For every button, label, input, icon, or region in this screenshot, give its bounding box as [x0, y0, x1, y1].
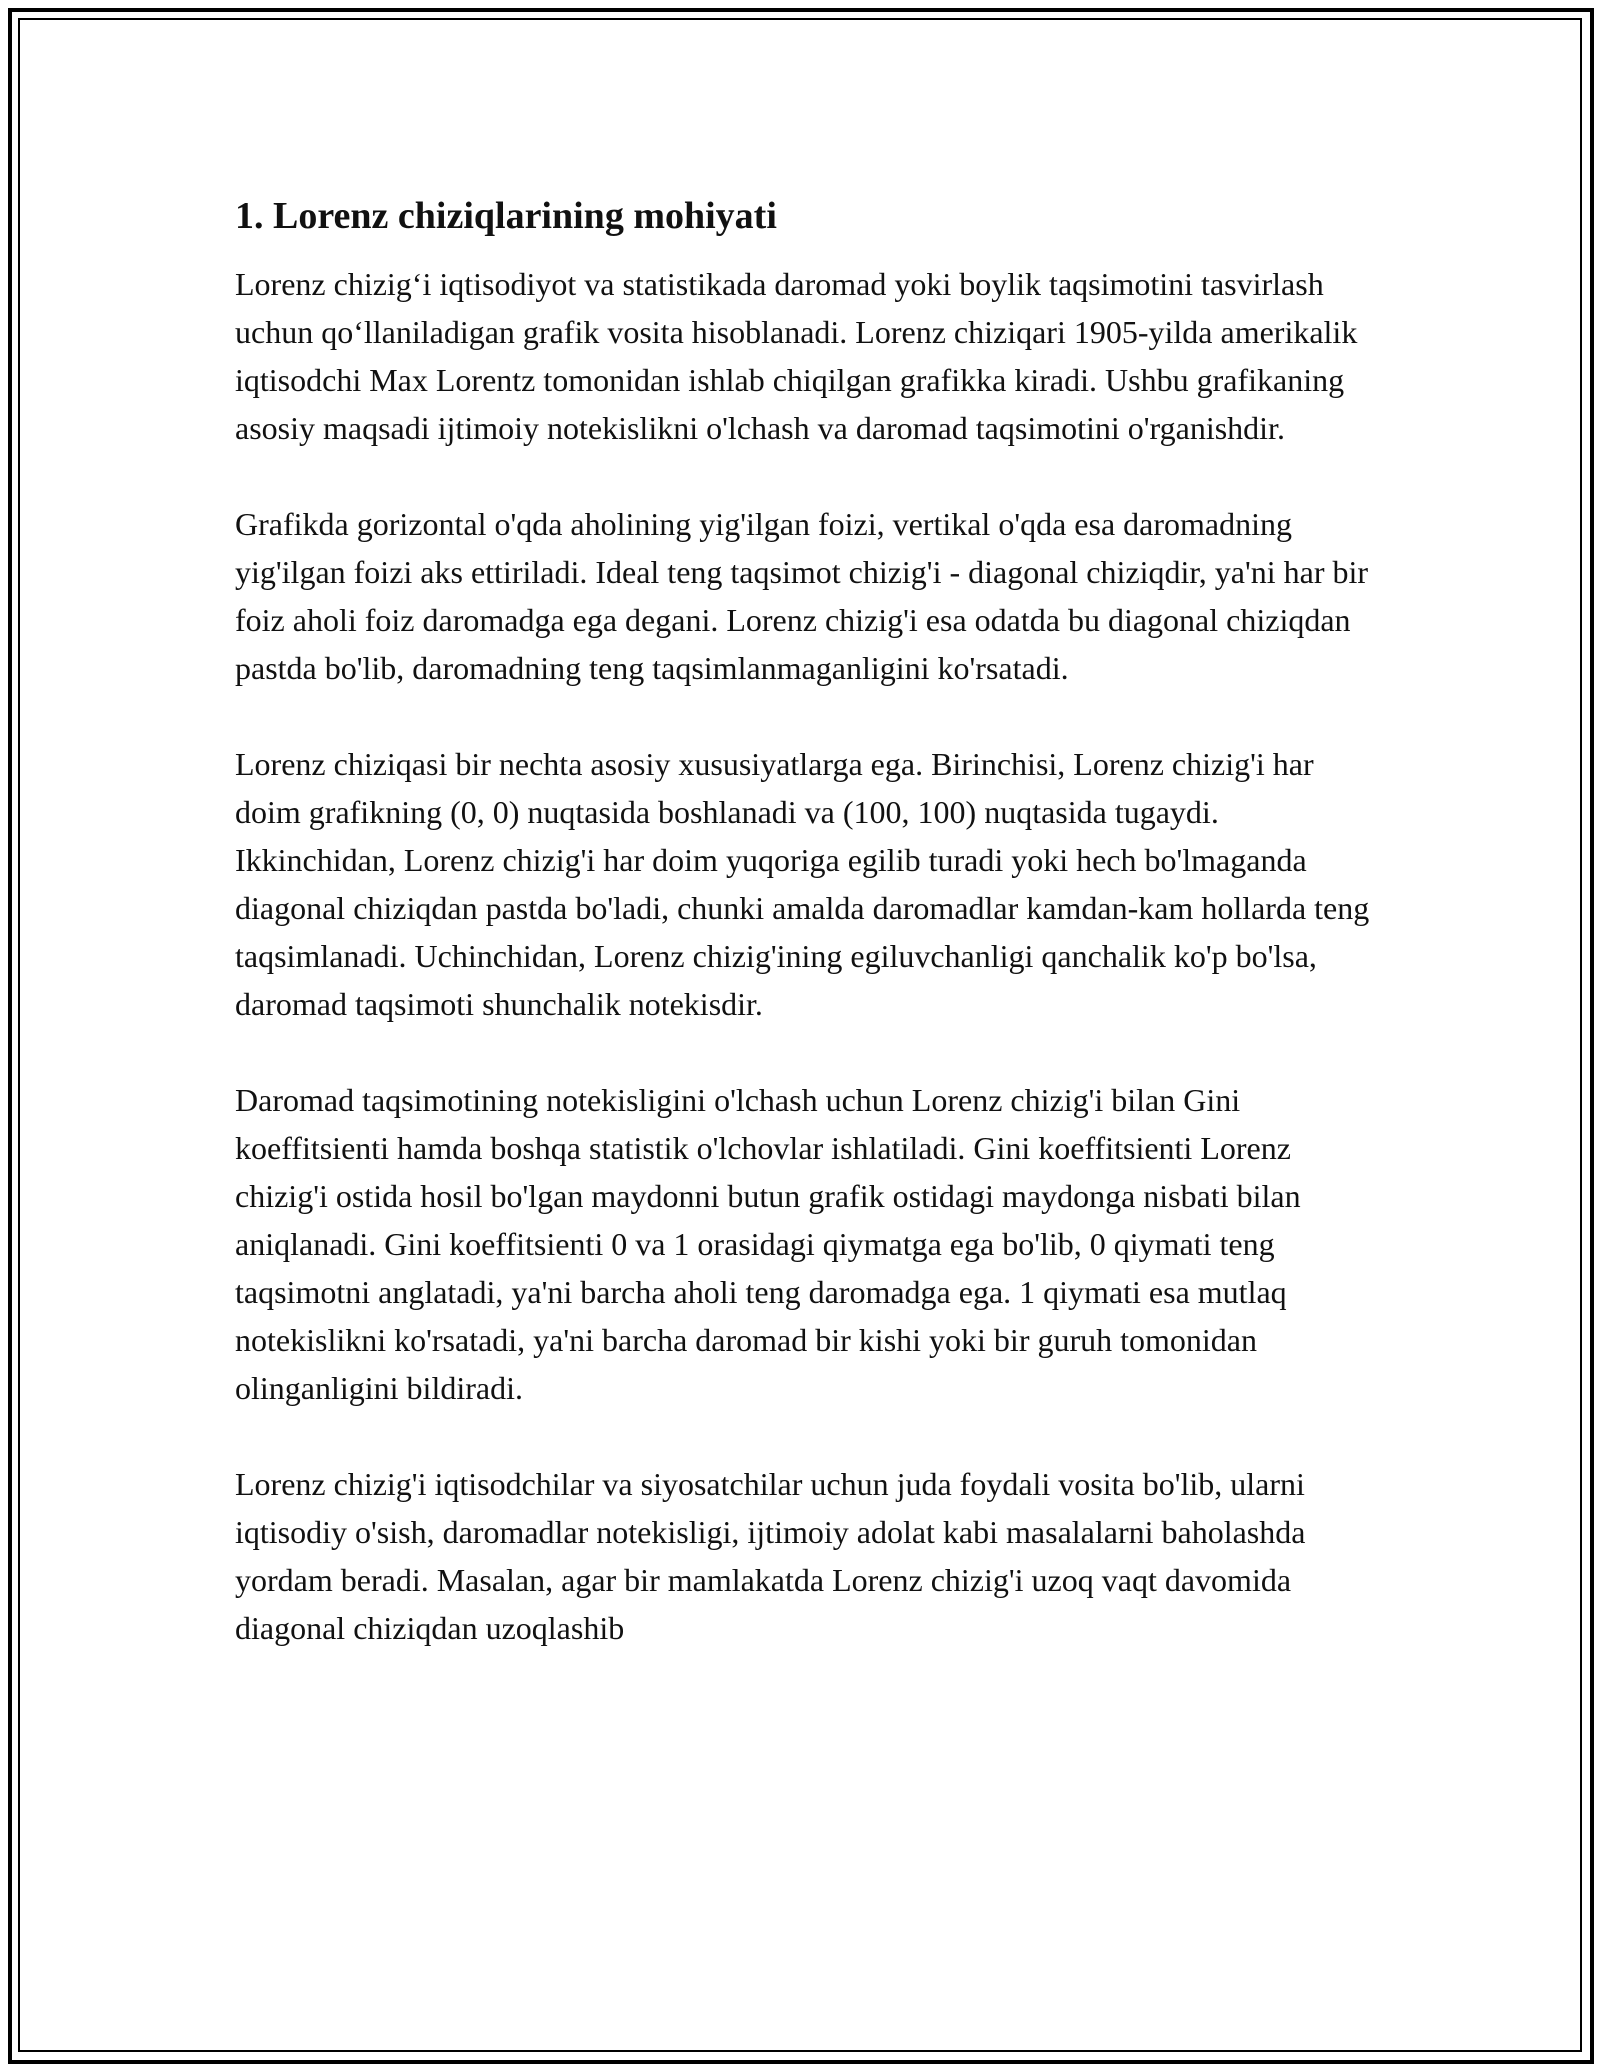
paragraph-2: Grafikda gorizontal o'qda aholining yig'ilgan foizi, vertikal o'qda esa daromadning yig'ilgan foizi aks ettiriladi. Ideal teng taqsimot chizig'i - diagonal chiziqdir, ya'ni har bir foiz aholi foiz daromadga ega degani. Lorenz chizig'i esa odatda bu diagonal chiziqdan pastda bo'lib, daromadning teng taqsimlanmaganligini ko'rsatadi.	[235, 506, 1369, 686]
paragraph-1: Lorenz chizig‘i iqtisodiyot va statistikada daromad yoki boylik taqsimotini tasvirlash uchun qo‘llaniladigan grafik vosita hisoblanadi. Lorenz chiziqari 1905-yilda amerikalik iqtisodchi Max Lorentz tomonidan ishlab chiqilgan grafikka kiradi. Ushbu grafikaning asosiy maqsadi ijtimoiy notekislikni o'lchash va daromad taqsimotini o'rganishdir.	[235, 266, 1358, 446]
paragraph-4: Daromad taqsimotining notekisligini o'lchash uchun Lorenz chizig'i bilan Gini koeffitsienti hamda boshqa statistik o'lchovlar ishlatiladi. Gini koeffitsienti Lorenz chizig'i ostida hosil bo'lgan maydonni butun grafik ostidagi maydonga nisbati bilan aniqlanadi. Gini koeffitsienti 0 va 1 orasidagi qiymatga ega bo'lib, 0 qiymati teng taqsimotni anglatadi, ya'ni barcha aholi teng daromadga ega. 1 qiymati esa mutlaq notekislikni ko'rsatadi, ya'ni barcha daromad bir kishi yoki bir guruh tomonidan olinganligini bildiradi.	[235, 1082, 1301, 1406]
paragraph-5: Lorenz chizig'i iqtisodchilar va siyosatchilar uchun juda foydali vosita bo'lib, ularni iqtisodiy o'sish, daromadlar notekisligi, ijtimoiy adolat kabi masalalarni baholashda yordam beradi. Masalan, agar bir mamlakatda Lorenz chizig'i uzoq vaqt davomida diagonal chiziqdan uzoqlashib	[235, 1466, 1306, 1646]
section-heading: 1. Lorenz chiziqlarining mohiyati	[235, 195, 777, 237]
paragraph-3: Lorenz chiziqasi bir nechta asosiy xususiyatlarga ega. Birinchisi, Lorenz chizig'i har doim grafikning (0, 0) nuqtasida boshlanadi va (100, 100) nuqtasida tugaydi. Ikkinchidan, Lorenz chizig'i har doim yuqoriga egilib turadi yoki hech bo'lmaganda diagonal chiziqdan pastda bo'ladi, chunki amalda daromadlar kamdan-kam hollarda teng taqsimlanadi. Uchinchidan, Lorenz chizig'ining egiluvchanligi qanchalik ko'p bo'lsa, daromad taqsimoti shunchalik notekisdir.	[235, 746, 1370, 1022]
document-body	[235, 182, 1385, 1700]
